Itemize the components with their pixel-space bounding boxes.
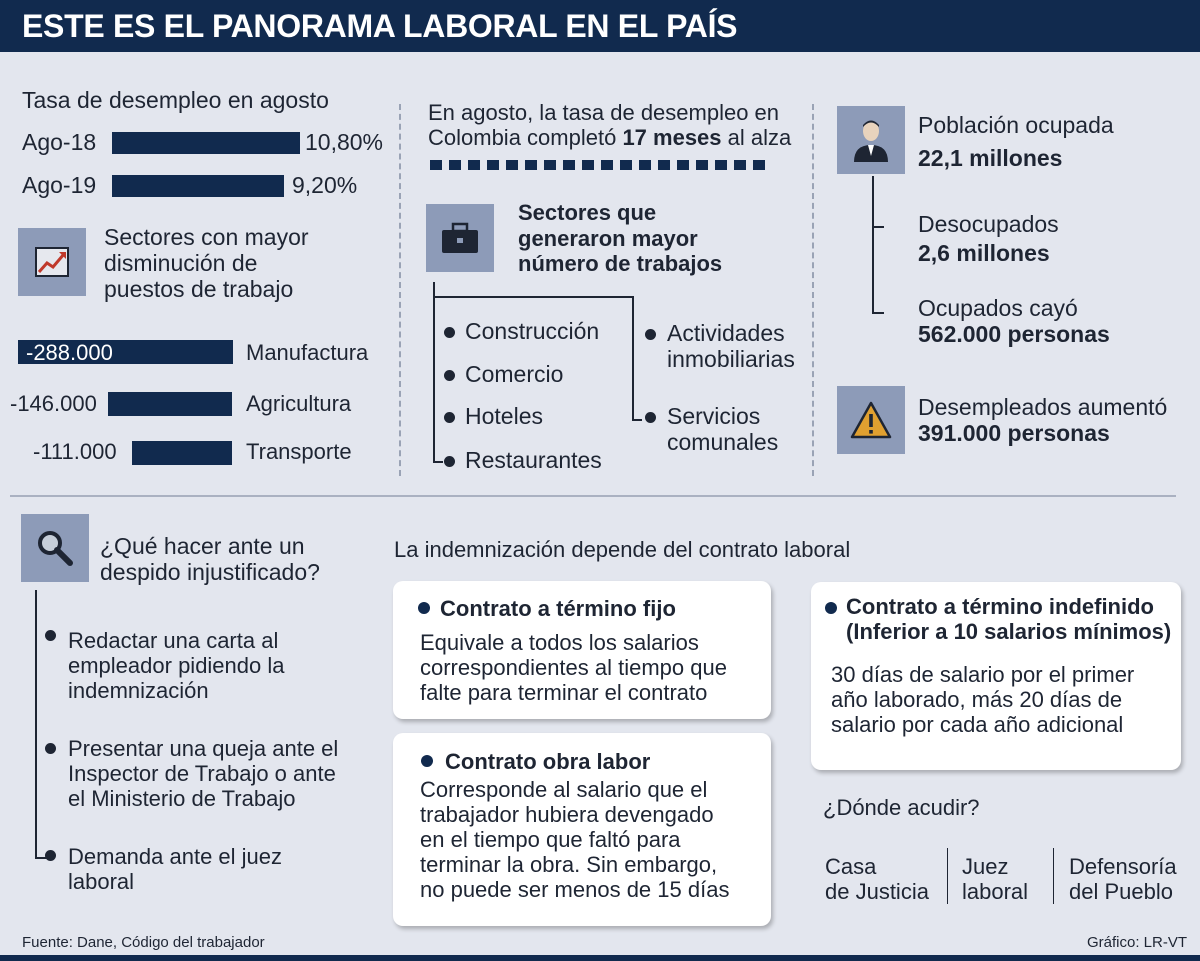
dismissal-step: Demanda ante el juez laboral [68,844,283,895]
dismissal-step: Presentar una queja ante el Inspector de Trabajo o ante el Ministerio de Trabajo [68,736,339,812]
bullet-dot [444,412,455,423]
column-divider [399,104,401,476]
bullet-dot [45,743,56,754]
tree-line [35,590,37,858]
bullet-dot [444,456,455,467]
magnifier-icon [21,514,89,582]
unemployment-value: 9,20% [292,172,358,198]
unemployment-label: Ago-18 [22,129,97,155]
bullet-dot [645,329,656,340]
decline-bar [132,441,232,465]
bullet-dot [418,602,430,614]
section-divider [10,495,1176,497]
indefinite-contract-title: Contrato a término indefinido (Inferior a 10 salarios mínimos) [846,594,1172,645]
place-item: Juez laboral [962,854,1029,905]
unemployed-rise-value: 391.000 personas [918,420,1110,446]
tree-line [433,461,443,463]
briefcase-icon [426,204,494,272]
unemployment-title: Tasa de desempleo en agosto [22,87,329,113]
decline-value: -288.000 [26,340,113,365]
dismissal-title: ¿Qué hacer ante un despido injustificado? [100,533,320,585]
growth-item: Servicios comunales [667,403,779,455]
unemployed-rise-label: Desempleados aumentó [918,394,1168,420]
decline-sector: Transporte [246,439,352,464]
footer-bar [0,955,1200,961]
where-title: ¿Dónde acudir? [823,795,980,820]
place-item: Defensoría del Pueblo [1069,854,1177,905]
bullet-dot [825,602,837,614]
person-icon [837,106,905,174]
bullet-dot [444,370,455,381]
unemployment-bar [112,132,300,154]
growth-item: Restaurantes [465,447,602,473]
employed-drop-label: Ocupados cayó [918,295,1078,321]
growth-item: Hoteles [465,403,543,429]
streak-dash-bar [430,160,765,170]
growth-title: Sectores que generaron mayor número de trabajos [518,200,723,277]
tree-line [872,176,874,313]
decline-sector: Manufactura [246,340,369,365]
unemployed-label: Desocupados [918,211,1059,237]
growth-item: Actividades inmobiliarias [667,320,795,372]
growth-item: Construcción [465,318,600,344]
indemnity-title: La indemnización depende del contrato laboral [394,537,851,562]
tree-line [433,282,435,462]
unemployment-value: 10,80% [305,129,384,155]
unemployment-label: Ago-19 [22,172,97,198]
source-note: Fuente: Dane, Código del trabajador [22,934,265,951]
fixed-contract-title: Contrato a término fijo [440,596,676,621]
bullet-dot [45,630,56,641]
growth-item: Comercio [465,361,564,387]
bullet-dot [444,327,455,338]
tree-line [632,296,634,420]
bullet-dot [45,850,56,861]
place-item: Casa de Justicia [825,854,929,905]
page-title: ESTE ES EL PANORAMA LABORAL EN EL PAÍS [22,8,738,44]
bullet-dot [645,412,656,423]
decline-bar [108,392,232,416]
tree-line [872,312,884,314]
tree-line [872,226,884,228]
decline-sector: Agricultura [246,391,352,416]
decline-value: -146.000 [10,391,97,416]
unemployed-value: 2,6 millones [918,240,1050,266]
bullet-dot [421,755,433,767]
unemployment-bar [112,175,284,197]
work-contract-title: Contrato obra labor [445,749,651,774]
employed-drop-value: 562.000 personas [918,321,1110,347]
occupied-label: Población ocupada [918,112,1114,138]
decline-value: -111.000 [33,439,117,464]
indefinite-contract-text: 30 días de salario por el primer año laborado, más 20 días de salario por cada año adicional [831,662,1135,738]
tree-line [632,419,642,421]
credit-note: Gráfico: LR-VT [1087,934,1188,951]
decline-title: Sectores con mayor disminución de puestos de trabajo [104,224,309,302]
chart-up-icon [18,228,86,296]
warning-icon [837,386,905,454]
place-divider [947,848,948,904]
column-divider [812,104,814,476]
work-contract-text: Corresponde al salario que el trabajador hubiera devengado en el tiempo que faltó para terminar la obra. Sin embargo, no puede ser menos de 15 días [420,777,730,903]
dismissal-step: Redactar una carta al empleador pidiendo la indemnización [68,628,285,704]
occupied-value: 22,1 millones [918,145,1063,171]
place-divider [1053,848,1054,904]
tree-line [433,296,633,298]
fixed-contract-text: Equivale a todos los salarios correspondientes al tiempo que falte para terminar el contrato [420,630,727,706]
streak-text: En agosto, la tasa de desempleo en Colombia completó 17 meses al alza [428,100,792,151]
